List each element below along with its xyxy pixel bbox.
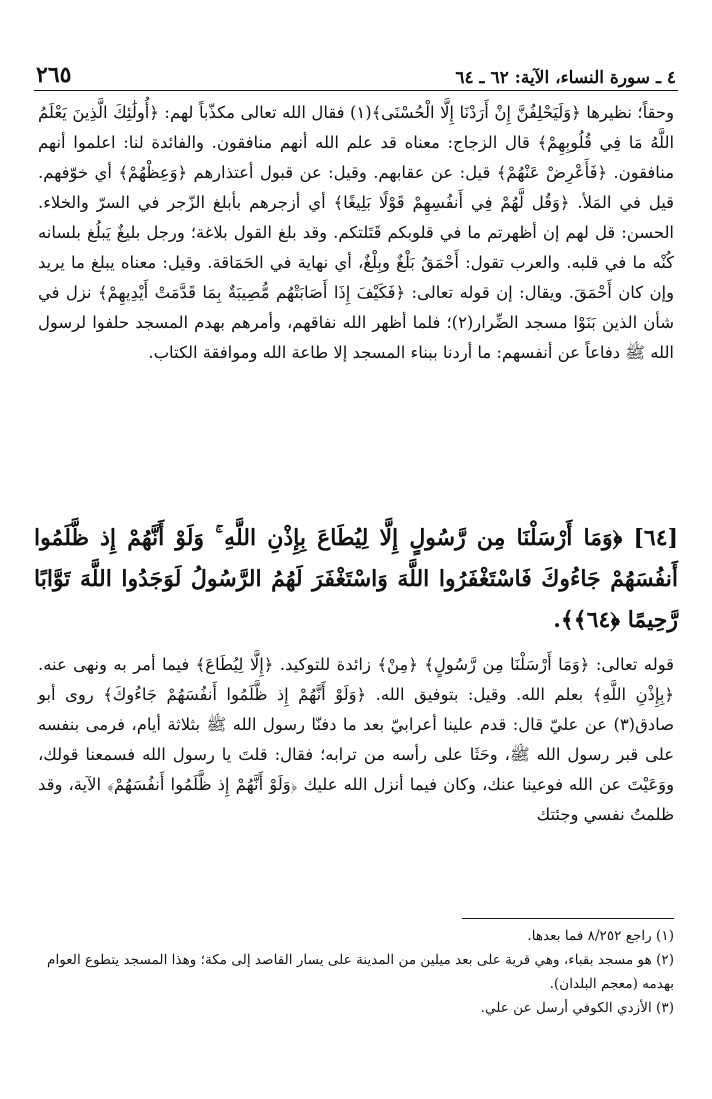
verse-number: [٦٤] <box>633 525 678 551</box>
page-header <box>36 58 676 88</box>
footnotes <box>38 924 674 1020</box>
commentary-paragraph: وحقاً؛ نظيرها ﴿وَلَيَحْلِفُنَّ إِنْ أَرَدْنَا إِلَّا الْحُسْنَى﴾(١) فقال الله تعالى مكذّباً لهم: ﴿أُولَٰئِكَ الَّذِينَ يَعْلَمُ اللَّهُ مَا فِي قُلُوبِهِمْ﴾ قال الزجاج: معناه قد علم الله أنهم منافقون. والفائدة لنا: اعلموا أنهم منافقون. ﴿فَأَعْرِضْ عَنْهُمْ﴾ قيل: عن عقابهم. وقيل: عن قبول أعتذارهم ﴿وَعِظْهُمْ﴾ أي خوّفهم. قيل في المَلأ. ﴿وَقُل لَّهُمْ فِي أَنفُسِهِمْ قَوْلًا بَلِيغًا﴾ أي أزجرهم بأبلغ الزّجر في السرّ والخلاء. الحسن: قل لهم إن أظهرتم ما في قلوبكم قَتَلتكم. وقد بلغ القول بلاغة؛ ورجل بليغٌ يَبلُغ بلسانه كُنْه ما في قلبه. والعرب تقول: أَحْمَقُ بَلْغٌ وبِلْغٌ، أي نهاية في الحَمَاقة. وقيل: معناه يبلغ ما يريد وإن كان أَحْمَقَ. ويقال: إن قوله تعالى: ﴿فَكَيْفَ إِذَا أَصَابَتْهُم مُّصِيبَةٌ بِمَا قَدَّمَتْ أَيْدِيهِمْ﴾ نزل في شأن الذين بَنَوْا مسجد الضِّرار(٢)؛ فلما أظهر الله نفاقهم، وأمرهم بهدم المسجد حلفوا لرسول الله ﷺ دفاعاً عن أنفسهم: ما أردنا ببناء المسجد إلا طاعة الله وموافقة الكتاب. <box>38 103 674 362</box>
verse-text: ﴿وَمَا أَرْسَلْنَا مِن رَّسُولٍ إِلَّا لِيُطَاعَ بِإِذْنِ اللَّهِ ۚ وَلَوْ أَنَّهُمْ إِذ ظَّلَمُوا أَنفُسَهُمْ جَاءُوكَ فَاسْتَغْفَرُوا اللَّهَ وَاسْتَغْفَرَ لَهُمُ الرَّسُولُ لَوَجَدُوا اللَّهَ تَوَّابًا رَّحِيمًا ﴿٦٤﴾﴾. <box>34 525 678 633</box>
running-title: ٤ ـ سورة النساء، الآية: ٦٢ ـ ٦٤ <box>455 68 676 88</box>
footnote-1: (١) راجع ٨/٢٥٢ فما بعدها. <box>527 928 674 944</box>
header-rule <box>34 90 678 91</box>
footnote-rule <box>462 918 674 919</box>
tafsir-paragraph: قوله تعالى: ﴿وَمَا أَرْسَلْنَا مِن رَّسُولٍ﴾ ﴿مِنْ﴾ زائدة للتوكيد. ﴿إِلَّا لِيُطَاعَ﴾ فيما أمر به ونهى عنه. ﴿بِإِذْنِ اللَّهِ﴾ بعلم الله. وقيل: بتوفيق الله. ﴿وَلَوْ أَنَّهُمْ إِذ ظَّلَمُوا أَنفُسَهُمْ جَاءُوكَ﴾ روى أبو صادق(٣) عن عليّ قال: قدم علينا أعرابيّ بعد ما دفنّا رسول الله ﷺ بثلاثة أيام، فرمى بنفسه على قبر رسول الله ﷺ، وحَثَا على رأسه من ترابه؛ فقال: قلتَ يا رسول الله فسمعنا قولك، ووَعَيْتَ عن الله فوعينا عنك، وكان فيما أنزل الله عليك ﴿وَلَوْ أَنَّهُمْ إِذ ظَّلَمُوا أَنفُسَهُمْ﴾ الآية، وقد ظلمتُ نفسي وجئتك <box>38 655 674 824</box>
footnote-3: (٣) الأزدي الكوفي أرسل عن علي. <box>480 1000 674 1016</box>
footnote-2: (٢) هو مسجد بقباء، وهي قرية على بعد ميلين من المدينة على يسار القاصد إلى مكة؛ وهذا المسجد يتطوع العوام بهدمه (معجم البلدان). <box>47 952 674 992</box>
verse-block <box>34 518 678 641</box>
page-number: ٢٦٥ <box>36 62 72 88</box>
